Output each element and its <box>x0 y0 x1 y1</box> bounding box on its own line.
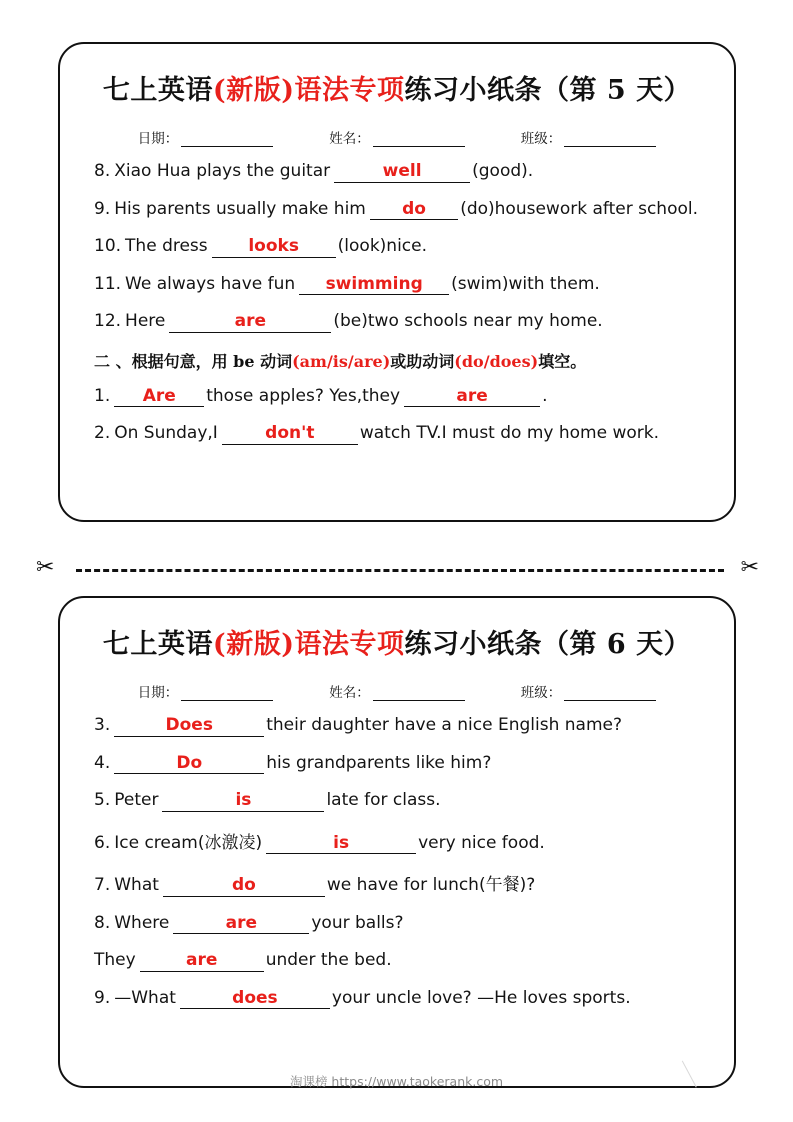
answer-blank[interactable]: looks <box>212 237 336 258</box>
question-list-day6 <box>60 715 734 1009</box>
answer-blank[interactable]: are <box>140 951 264 972</box>
section-heading-red1: (am/is/are) <box>292 351 391 371</box>
title-part1: 七上英语 <box>102 75 213 106</box>
question-text: (do)housework after school. <box>460 198 698 219</box>
question-text: (be)two schools near my home. <box>333 311 603 332</box>
section-heading-red2: (do/does) <box>454 351 539 371</box>
question-text: What <box>114 875 159 896</box>
title-part1: 七上英语 <box>102 629 213 660</box>
section-heading-middle: 或助动词 <box>390 351 455 371</box>
question-text: your uncle love? —He loves sports. <box>331 987 631 1008</box>
card-title-day6 <box>60 622 734 661</box>
question-row <box>94 870 700 897</box>
question-text: On Sunday,I <box>114 423 218 444</box>
title-part3: 练习小纸条（第 6 天） <box>404 629 692 660</box>
question-text: under the bed. <box>265 950 392 971</box>
question-row <box>94 311 700 333</box>
worksheet-card-day6 <box>58 596 736 1088</box>
card-title-day5 <box>60 68 734 107</box>
answer-blank[interactable]: Do <box>114 754 264 775</box>
question-text: (look)nice. <box>337 236 427 257</box>
question-text: Here <box>125 311 166 332</box>
answer-blank[interactable]: swimming <box>299 275 449 296</box>
question-text: (good). <box>472 161 534 181</box>
question-text: your balls? <box>311 912 404 933</box>
question-text: (swim)with them. <box>451 273 600 294</box>
answer-blank[interactable]: are <box>404 387 540 408</box>
question-row <box>94 386 700 408</box>
question-number: 3. <box>94 715 111 735</box>
question-number: 9. <box>94 987 111 1008</box>
question-text: They <box>94 950 136 971</box>
question-text: Where <box>114 912 170 933</box>
title-part3: 练习小纸条（第 5 天） <box>404 75 692 106</box>
meta-name <box>329 681 465 701</box>
meta-name <box>329 127 465 147</box>
meta-date-label: 日期： <box>137 131 179 147</box>
footer-watermark: 淘课榜 https://www.taokerank.com <box>289 1074 504 1089</box>
question-row <box>94 423 700 445</box>
question-row <box>94 790 700 812</box>
section-heading-day5 <box>94 349 700 372</box>
question-text: very nice food. <box>418 832 545 853</box>
question-number: 7. <box>94 875 111 896</box>
question-row <box>94 199 700 221</box>
question-number: 6. <box>94 832 111 853</box>
answer-blank[interactable]: is <box>162 791 324 812</box>
meta-name-label: 姓名： <box>329 685 370 701</box>
question-number: 4. <box>94 752 111 773</box>
question-number: 10. <box>94 236 122 257</box>
question-row <box>94 988 700 1010</box>
question-text: His parents usually make him <box>114 198 366 219</box>
scissors-icon: ✂ <box>36 554 55 579</box>
question-number: 2. <box>94 423 111 444</box>
meta-date-input[interactable] <box>181 686 273 701</box>
question-row <box>94 753 700 775</box>
question-text: we have for lunch(午餐)? <box>326 875 536 896</box>
question-text: their daughter have a nice English name? <box>266 715 622 735</box>
meta-name-label: 姓名： <box>329 131 370 147</box>
question-number: 9. <box>94 198 111 219</box>
question-number: 8. <box>94 161 111 181</box>
meta-class-input[interactable] <box>564 132 656 147</box>
question-list-day5-part1 <box>60 161 734 445</box>
section-heading-suffix: 填空。 <box>538 351 587 371</box>
question-number: 11. <box>94 273 122 294</box>
question-text: Ice cream(冰激凌) <box>114 832 263 853</box>
question-row <box>94 161 700 183</box>
answer-blank[interactable]: Are <box>114 387 204 408</box>
title-part2: (新版)语法专项 <box>212 75 405 106</box>
question-row <box>94 274 700 296</box>
answer-blank[interactable]: do <box>370 200 458 221</box>
question-text: . <box>542 385 548 406</box>
question-text: The dress <box>125 236 208 257</box>
meta-class <box>521 127 657 147</box>
question-text: —What <box>114 987 176 1008</box>
meta-class-input[interactable] <box>564 686 656 701</box>
meta-date-input[interactable] <box>181 132 273 147</box>
answer-blank[interactable]: well <box>334 162 470 183</box>
question-number: 5. <box>94 790 111 811</box>
answer-blank[interactable]: are <box>169 312 331 333</box>
question-row <box>94 715 700 737</box>
meta-class-label: 班级： <box>520 131 562 147</box>
question-row <box>94 913 700 935</box>
question-row <box>94 950 700 972</box>
question-text: Xiao Hua plays the guitar <box>114 161 331 181</box>
question-text: watch TV.I must do my home work. <box>359 423 660 444</box>
meta-date <box>138 681 274 701</box>
answer-blank[interactable]: is <box>266 834 416 855</box>
question-text: late for class. <box>326 790 441 811</box>
scissors-icon: ✂ <box>740 554 759 579</box>
meta-date <box>138 127 274 147</box>
question-number: 1. <box>94 385 111 406</box>
question-number: 8. <box>94 912 111 933</box>
answer-blank[interactable]: does <box>180 989 330 1010</box>
meta-name-input[interactable] <box>373 132 465 147</box>
meta-class-label: 班级： <box>520 685 562 701</box>
title-part2: (新版)语法专项 <box>212 629 405 660</box>
answer-blank[interactable]: do <box>163 876 325 897</box>
question-text: his grandparents like him? <box>266 752 492 773</box>
answer-blank[interactable]: are <box>173 914 309 935</box>
question-text: Peter <box>114 790 159 811</box>
worksheet-card-day5 <box>58 42 736 522</box>
dashed-cut-line <box>76 569 724 572</box>
meta-date-label: 日期： <box>137 685 179 701</box>
answer-blank[interactable]: Does <box>114 716 264 737</box>
meta-class <box>521 681 657 701</box>
question-text: We always have fun <box>125 273 296 294</box>
meta-row-day5 <box>60 127 734 147</box>
question-number: 12. <box>94 311 122 332</box>
meta-name-input[interactable] <box>373 686 465 701</box>
question-row <box>94 828 700 855</box>
section-heading-prefix: 二 、根据句意，用 be 动词 <box>94 351 293 371</box>
question-row <box>94 236 700 258</box>
answer-blank[interactable]: don't <box>222 424 358 445</box>
meta-row-day6 <box>60 681 734 701</box>
question-text: those apples? Yes,they <box>206 385 401 406</box>
cut-line-divider <box>30 554 765 582</box>
